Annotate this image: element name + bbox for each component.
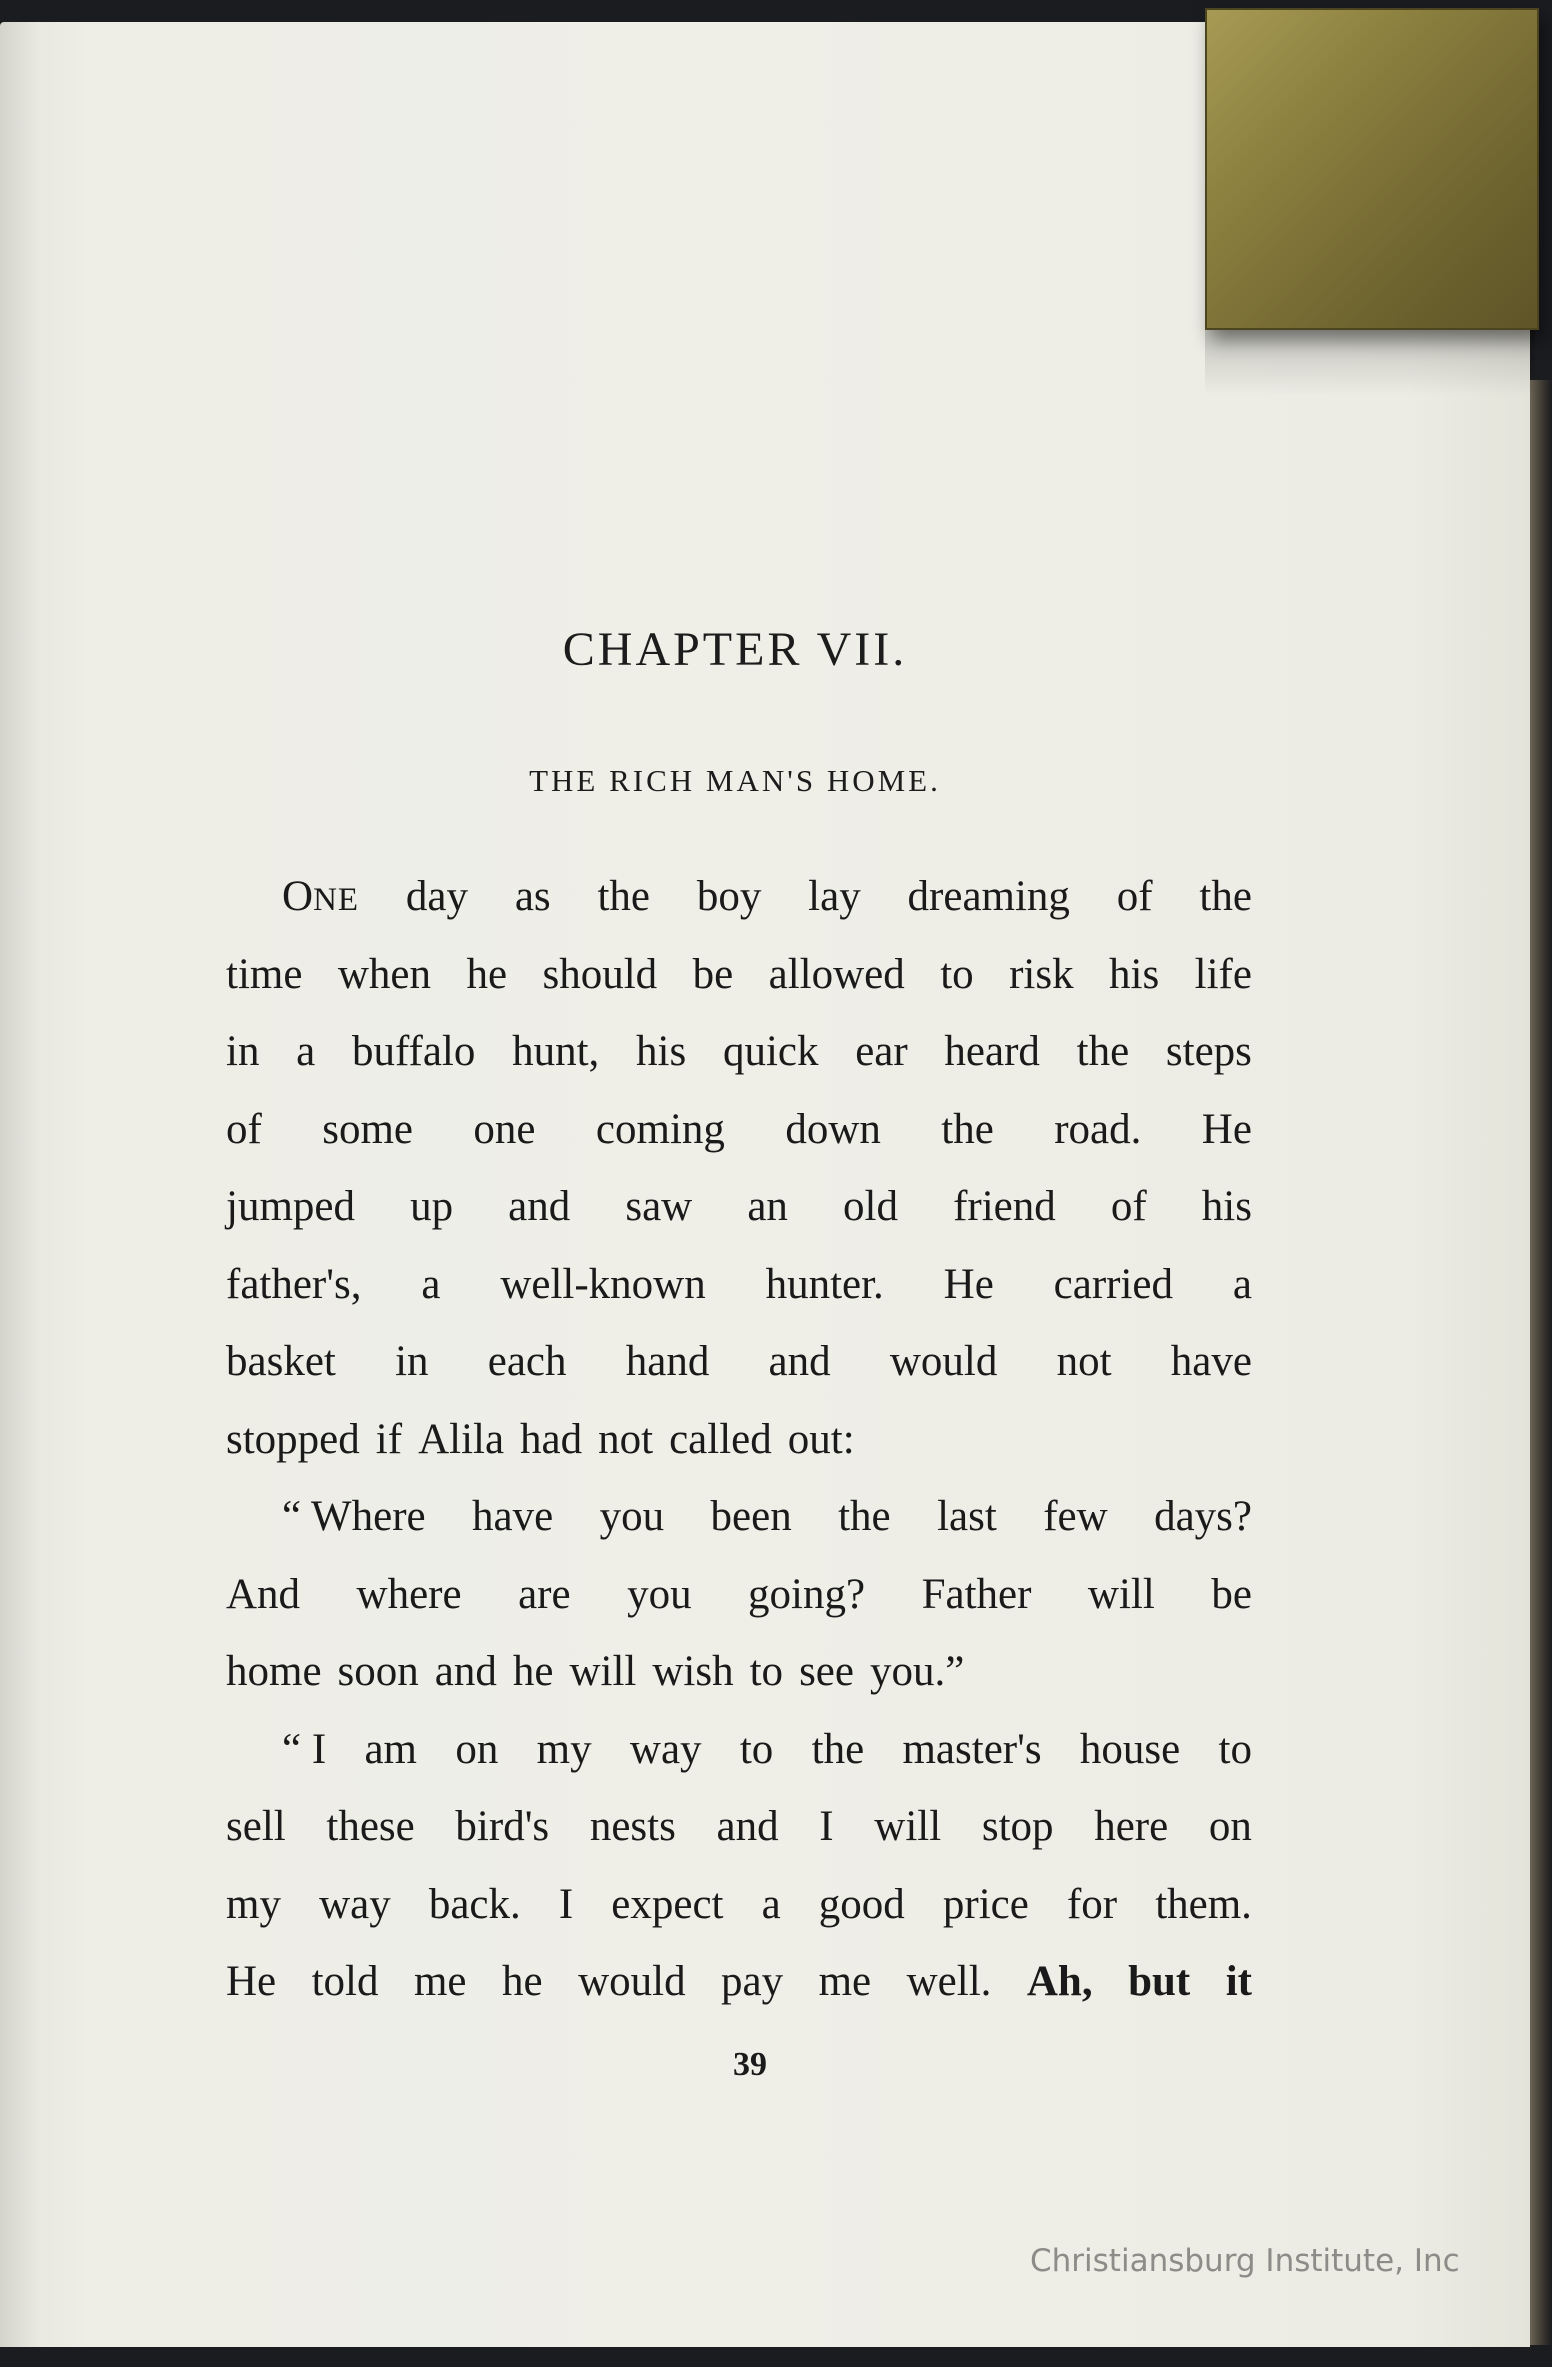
word: my xyxy=(226,1880,281,1928)
text-line xyxy=(226,936,1252,1014)
word: expect xyxy=(611,1880,724,1928)
word: home xyxy=(226,1648,322,1695)
word: hunt, xyxy=(512,1028,600,1075)
word: but xyxy=(1128,1958,1191,2005)
page-edge xyxy=(1530,380,1552,2345)
word: back. xyxy=(428,1880,521,1928)
word: He xyxy=(226,1958,277,2005)
word: am xyxy=(364,1725,418,1773)
word: He xyxy=(1201,1105,1252,1153)
word: each xyxy=(487,1338,567,1385)
word: out: xyxy=(787,1415,855,1463)
text-line xyxy=(226,1013,1252,1091)
text-line xyxy=(226,1478,1252,1556)
word: “ I xyxy=(282,1725,327,1773)
word: basket xyxy=(226,1338,336,1385)
word: when xyxy=(337,950,432,998)
word: life xyxy=(1194,950,1252,998)
text-line xyxy=(226,1866,1252,1944)
word: Alila xyxy=(418,1415,505,1463)
word: for xyxy=(1066,1880,1118,1928)
word: road. xyxy=(1054,1105,1142,1153)
text-line xyxy=(226,1246,1252,1324)
word: well-known xyxy=(500,1260,706,1308)
word: his xyxy=(1109,950,1160,998)
word: my xyxy=(536,1725,592,1773)
word: some xyxy=(322,1105,414,1153)
word: in xyxy=(395,1338,429,1385)
word: been xyxy=(710,1493,792,1540)
word: buffalo xyxy=(351,1028,476,1075)
word: heard xyxy=(944,1028,1040,1075)
body-text xyxy=(226,858,1252,2021)
word: and xyxy=(716,1803,779,1850)
word: here xyxy=(1094,1803,1169,1850)
word: last xyxy=(937,1493,997,1540)
word: to xyxy=(1218,1725,1252,1773)
word: the xyxy=(838,1493,891,1540)
word: price xyxy=(942,1880,1029,1928)
text-line xyxy=(226,1788,1252,1866)
word: me xyxy=(818,1958,872,2005)
word: master's xyxy=(902,1725,1042,1773)
word: the xyxy=(811,1725,865,1773)
word: up xyxy=(410,1183,454,1230)
word: it xyxy=(1225,1958,1252,2005)
word: And xyxy=(226,1570,301,1618)
text-line xyxy=(226,1091,1252,1169)
word: lay xyxy=(808,873,861,920)
word: called xyxy=(669,1415,772,1463)
watermark: Christiansburg Institute, Inc xyxy=(1030,2243,1460,2279)
word: you xyxy=(627,1570,692,1618)
text-line xyxy=(226,1168,1252,1246)
word: soon xyxy=(337,1648,419,1695)
word: going? xyxy=(748,1570,866,1618)
text-line xyxy=(226,1943,1252,2021)
word: risk xyxy=(1009,950,1074,998)
word: friend xyxy=(953,1183,1056,1230)
word: Ah, xyxy=(1026,1958,1093,2005)
word: told xyxy=(311,1958,379,2005)
word: dreaming xyxy=(907,873,1070,920)
word: one xyxy=(473,1105,536,1153)
word: nests xyxy=(589,1803,676,1850)
word: jumped xyxy=(226,1183,355,1230)
text-line xyxy=(226,1556,1252,1634)
word: ear xyxy=(855,1028,908,1075)
word: way xyxy=(629,1725,702,1773)
word: as xyxy=(514,873,551,920)
word: quick xyxy=(722,1028,819,1075)
word: on xyxy=(455,1725,499,1773)
word: allowed xyxy=(768,950,905,998)
chapter-subtitle: THE RICH MAN'S HOME. xyxy=(529,763,941,798)
word: he xyxy=(502,1958,543,2005)
word: a xyxy=(761,1880,781,1928)
word: in xyxy=(226,1028,260,1075)
word: bird's xyxy=(455,1803,550,1850)
brass-corner-tab xyxy=(1205,8,1539,330)
word: his xyxy=(636,1028,687,1075)
text-line xyxy=(226,858,1252,936)
word: a xyxy=(421,1260,441,1308)
word: hunter. xyxy=(765,1260,884,1308)
word: “ Where xyxy=(282,1493,426,1540)
word: on xyxy=(1208,1803,1252,1850)
word: steps xyxy=(1165,1028,1252,1075)
text-line xyxy=(226,1401,1252,1479)
word: and xyxy=(508,1183,571,1230)
word: he xyxy=(466,950,508,998)
word: will xyxy=(569,1648,637,1695)
word: Father xyxy=(921,1570,1032,1618)
word: to xyxy=(749,1648,784,1695)
word: have xyxy=(472,1493,554,1540)
word: carried xyxy=(1053,1260,1174,1308)
word: way xyxy=(319,1880,391,1928)
word: days? xyxy=(1154,1493,1252,1540)
word: to xyxy=(940,950,974,998)
word: down xyxy=(785,1105,881,1153)
word: you xyxy=(599,1493,665,1540)
word: if xyxy=(375,1415,403,1463)
word: I xyxy=(558,1880,574,1928)
word: will xyxy=(874,1803,942,1850)
text-line xyxy=(226,1711,1252,1789)
word: He xyxy=(943,1260,994,1308)
word: I xyxy=(819,1803,834,1850)
word: had xyxy=(520,1415,583,1463)
word: see xyxy=(799,1648,854,1695)
word: not xyxy=(1056,1338,1112,1385)
word: time xyxy=(226,950,303,998)
text-line xyxy=(226,1323,1252,1401)
word: coming xyxy=(595,1105,725,1153)
word: stop xyxy=(981,1803,1054,1850)
word: of xyxy=(1116,873,1153,920)
word: sell xyxy=(226,1803,286,1850)
word: house xyxy=(1079,1725,1181,1773)
word: have xyxy=(1170,1338,1252,1385)
word: the xyxy=(941,1105,994,1153)
word: of xyxy=(1110,1183,1147,1230)
word: pay xyxy=(721,1958,784,2005)
word: will xyxy=(1087,1570,1155,1618)
word: these xyxy=(326,1803,415,1850)
word: ONE xyxy=(282,873,360,920)
word: the xyxy=(1076,1028,1130,1075)
word: old xyxy=(843,1183,898,1230)
word: be xyxy=(692,950,734,998)
word: of xyxy=(226,1105,262,1153)
word: and xyxy=(768,1338,831,1385)
word: would xyxy=(889,1338,998,1385)
corner-tab-shadow xyxy=(1205,326,1535,396)
word: boy xyxy=(696,873,762,920)
page-gutter-shadow xyxy=(0,22,40,2347)
word: and xyxy=(434,1648,497,1695)
word: saw xyxy=(625,1183,693,1230)
word: an xyxy=(747,1183,788,1230)
word: me xyxy=(413,1958,467,2005)
text-line xyxy=(226,1633,1252,1711)
word: good xyxy=(818,1880,905,1928)
word: his xyxy=(1201,1183,1252,1230)
word: wish xyxy=(652,1648,734,1695)
word: day xyxy=(405,873,468,920)
word: hand xyxy=(625,1338,710,1385)
word: you.” xyxy=(869,1648,965,1695)
page-number: 39 xyxy=(733,2046,767,2083)
word: them. xyxy=(1155,1880,1252,1928)
word: not xyxy=(598,1415,654,1463)
word: the xyxy=(597,873,651,920)
word: father's, xyxy=(226,1260,362,1308)
word: should xyxy=(542,950,658,998)
word: where xyxy=(356,1570,462,1618)
word: be xyxy=(1211,1570,1252,1618)
word: well. xyxy=(906,1958,992,2005)
word: a xyxy=(1232,1260,1252,1308)
word: the xyxy=(1199,873,1252,920)
word: a xyxy=(296,1028,316,1075)
word: are xyxy=(518,1570,571,1618)
word: stopped xyxy=(226,1415,360,1463)
word: to xyxy=(739,1725,774,1773)
word: would xyxy=(578,1958,686,2005)
word: he xyxy=(512,1648,554,1695)
word: few xyxy=(1043,1493,1108,1540)
chapter-title: CHAPTER VII. xyxy=(562,623,908,676)
